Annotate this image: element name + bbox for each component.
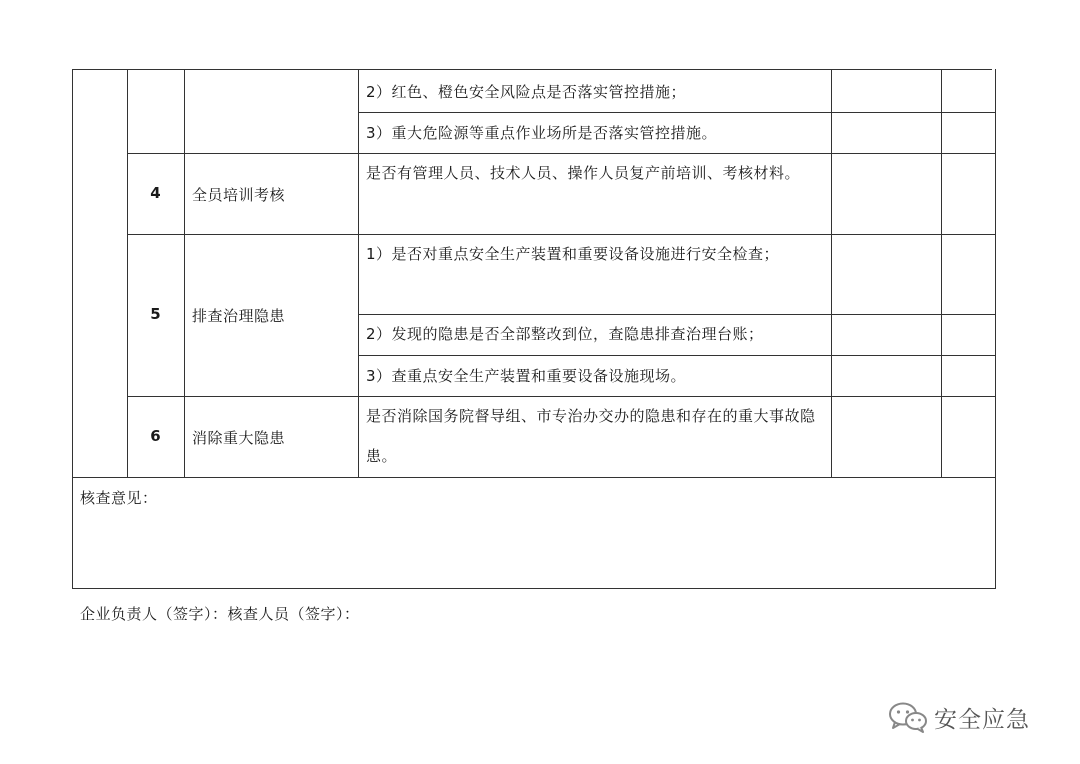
col-divider: [941, 69, 942, 478]
row-criterion: 消除重大隐患: [192, 429, 286, 447]
wechat-icon: [888, 701, 928, 733]
table-cell-item: 2）发现的隐患是否全部整改到位，查隐患排查治理台账；: [366, 325, 764, 343]
row-criterion: 全员培训考核: [192, 186, 286, 204]
row-number: 6: [150, 427, 161, 445]
watermark: [888, 700, 1030, 734]
row-criterion: 排查治理隐患: [192, 307, 286, 325]
row-number: 4: [150, 184, 161, 202]
table-cell-item: 3）查重点安全生产装置和重要设备设施现场。: [366, 367, 687, 385]
row-divider: [358, 314, 996, 315]
watermark-text: 安全应急: [934, 706, 1030, 733]
row-divider: [72, 477, 996, 478]
col-divider: [358, 69, 359, 478]
row-divider: [358, 112, 996, 113]
table-cell-item: 2）红色、橙色安全风险点是否落实管控措施；: [366, 83, 687, 101]
table-cell-item: 是否有管理人员、技术人员、操作人员复产前培训、考核材料。: [366, 164, 801, 182]
table-cell-item: 3）重大危险源等重点作业场所是否落实管控措施。: [366, 124, 718, 142]
opinion-label: 核查意见：: [80, 489, 158, 507]
row-divider: [358, 355, 996, 356]
col-divider: [127, 69, 128, 478]
col-divider: [184, 69, 185, 478]
row-number: 5: [150, 305, 161, 323]
table-cell-item: 1）是否对重点安全生产装置和重要设备设施进行安全检查；: [366, 245, 780, 263]
signature-line: 企业负责人（签字）：核查人员（签字）：: [80, 605, 360, 623]
table-cell-item: 是否消除国务院督导组、市专治办交办的隐患和存在的重大事故隐患。: [366, 407, 816, 465]
